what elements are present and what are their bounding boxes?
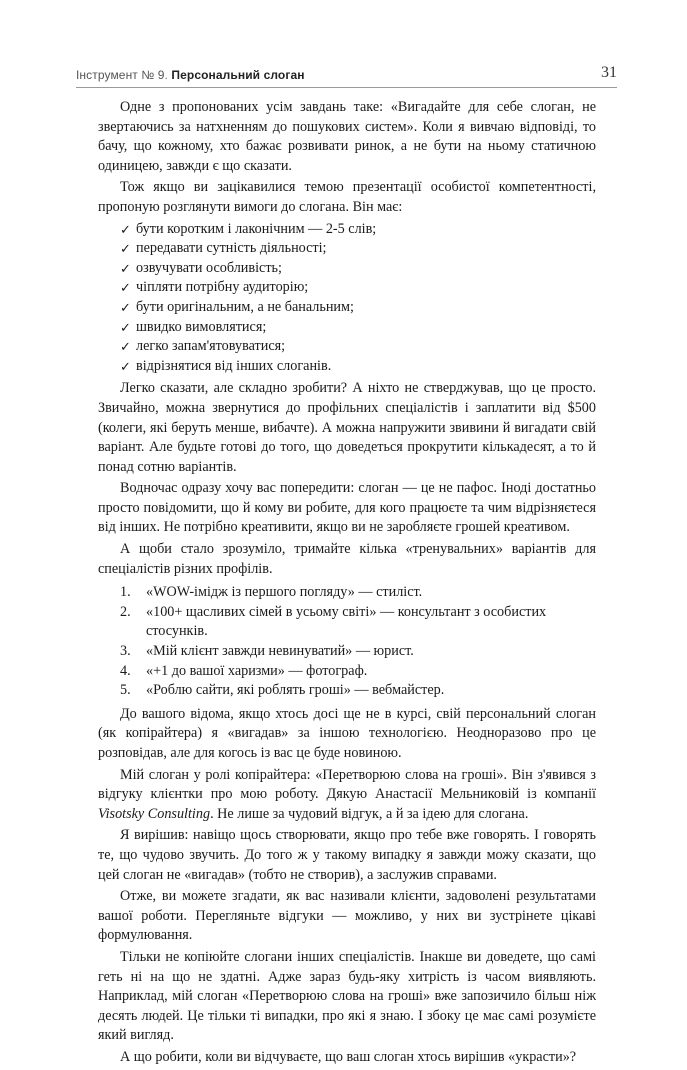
list-item-text: «WOW-імідж із першого погляду» — стиліст.: [146, 584, 423, 601]
check-icon: ✓: [120, 280, 131, 296]
check-icon: ✓: [120, 299, 131, 315]
paragraph: Тож якщо ви зацікавилися темою презентації особистої компетентності, пропоную розглянути вимоги до слогана. Він має:: [98, 179, 596, 215]
list-item: [120, 603, 596, 642]
running-header: [76, 62, 617, 82]
check-icon: ✓: [120, 358, 131, 374]
list-item: [120, 642, 596, 662]
page-body: [98, 98, 596, 1070]
list-item-text: «+1 до вашої харизми» — фотограф.: [146, 662, 368, 679]
list-item: [120, 220, 596, 240]
item-number: 4.: [120, 662, 131, 679]
paragraph: Легко сказати, але складно зробити? А ніхто не стверджував, що це просто. Звичайно, можна звернутися до профільних спеціалістів і заплатити від $500 (колеги, які беруть менше, вибачте). А можна напружити звивини й вигадати свій варіант. Але будьте готові до того, що доведеться прокрутити кількадесят, а то й понад сотню варіантів.: [98, 380, 596, 475]
list-item: [120, 278, 596, 298]
list-item-text: чіпляти потрібну аудиторію;: [136, 279, 309, 296]
page-number: 31: [601, 64, 617, 81]
check-icon: ✓: [120, 221, 131, 237]
item-number: 1.: [120, 584, 131, 601]
paragraph: А щоби стало зрозуміло, тримайте кілька «тренувальних» варіантів для спеціалістів різних профілів.: [98, 541, 596, 577]
paragraph-text: Мій слоган у ролі копірайтера: «Перетворюю слова на гроші». Він з'явився з відгуку клієнтки про мою роботу. Дякую Анастасії Мельниковій із компанії: [98, 766, 596, 803]
list-item: [120, 259, 596, 279]
list-item: [120, 337, 596, 357]
check-icon: ✓: [120, 241, 131, 257]
item-number: 2.: [120, 603, 131, 620]
paragraph: Отже, ви можете згадати, як вас називали клієнти, задоволені результатами вашої роботи. Перегляньте відгуки — можливо, у них ви зустрінете цікаві формулювання.: [98, 888, 596, 944]
paragraph: [98, 766, 596, 825]
list-item: [120, 681, 596, 701]
list-item-text: легко запам'ятовуватися;: [136, 338, 286, 355]
list-item-text: відрізнятися від інших слоганів.: [136, 357, 332, 374]
examples-list: [98, 583, 596, 701]
list-item-text: «Мій клієнт завжди невинуватий» — юрист.: [146, 643, 414, 660]
paragraph: До вашого відома, якщо хтось досі ще не в курсі, свій персональний слоган (як копірайтера) я «вигадав» за іншою технологією. Неодноразово про це розповідав, але для когось із вас це буде новиною.: [98, 705, 596, 761]
check-icon: ✓: [120, 319, 131, 335]
list-item: [120, 318, 596, 338]
paragraph-text: . Не лише за чудовий відгук, а й за ідею для слогана.: [210, 805, 529, 822]
list-item-text: передавати сутність діяльності;: [136, 240, 327, 257]
company-name: Visotsky Consulting: [98, 805, 211, 822]
list-item: [120, 298, 596, 318]
paragraph: Тільки не копіюйте слогани інших спеціалістів. Інакше ви доведете, що самі геть ні на що не здатні. Адже зараз будь-яку хитрість із часом виявляють. Наприклад, мій слоган «Перетворюю слова на гроші» вже запозичило більш ніж десять людей. Це тільки ті випадки, про які я знаю. І збоку це має самі розумієте який вигляд.: [98, 948, 596, 1044]
check-icon: ✓: [120, 339, 131, 355]
check-icon: ✓: [120, 260, 131, 276]
list-item: [120, 357, 596, 377]
tool-number: Інструмент № 9: [76, 68, 165, 82]
running-title: [76, 68, 305, 82]
list-item: [120, 583, 596, 603]
list-item-text: бути коротким і лаконічним — 2-5 слів;: [136, 220, 377, 237]
chapter-title: Персональний слоган: [171, 68, 305, 82]
list-item-text: «Роблю сайти, які роблять гроші» — вебмайстер.: [146, 682, 445, 699]
list-item-text: швидко вимовлятися;: [136, 318, 267, 335]
item-number: 3.: [120, 643, 131, 660]
header-rule: [76, 87, 617, 88]
list-item-text: озвучувати особливість;: [136, 259, 282, 276]
paragraph: Одне з пропонованих усім завдань таке: «Вигадайте для себе слоган, не звертаючись за натхненням до пошукових систем». Коли я вивчаю відповіді, то бачу, що кожному, хто бажає розвивати ринок, а не бути на ньому статичною одиницею, завжди є що сказати.: [98, 99, 596, 174]
list-item: [120, 239, 596, 259]
item-number: 5.: [120, 682, 131, 699]
list-item-text: «100+ щасливих сімей в усьому світі» — консультант з особистих стосунків.: [146, 603, 547, 640]
requirements-list: [98, 220, 596, 377]
paragraph: Водночас одразу хочу вас попередити: слоган — це не пафос. Іноді достатньо просто повідомити, що й кому ви робите, для кого працюєте та чим відрізняєтеся від інших. Не потрібно креативити, якщо ви не заробляєте грошей креативом.: [98, 480, 596, 536]
list-item-text: бути оригінальним, а не банальним;: [136, 298, 354, 315]
title-separator: .: [164, 68, 168, 82]
list-item: [120, 662, 596, 682]
paragraph: А що робити, коли ви відчуваєте, що ваш слоган хтось вирішив «украсти»?: [120, 1048, 577, 1065]
paragraph: Я вирішив: навіщо щось створювати, якщо про тебе вже говорять. І говорять те, що чудово звучить. До того ж у такому випадку я завжди можу сказати, що цей слоган не «вигадав» (тобто не створив), а заслужив справами.: [98, 827, 596, 883]
